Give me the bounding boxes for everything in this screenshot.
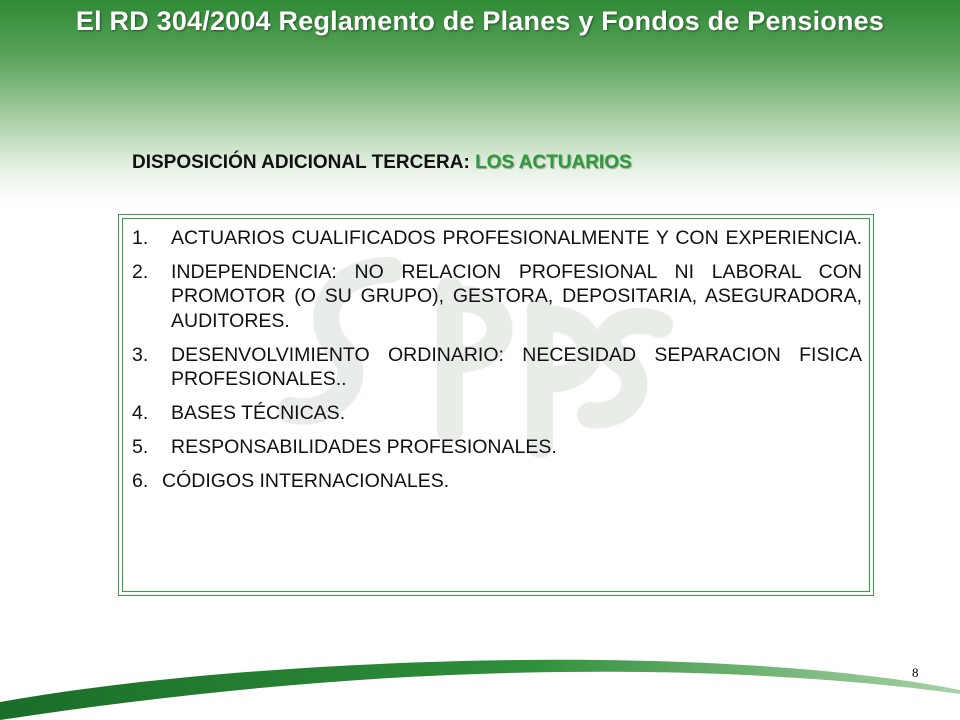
requirements-list <box>132 226 862 504</box>
list-item <box>132 469 862 493</box>
list-item <box>132 226 862 250</box>
item-number: 5. <box>132 436 149 459</box>
item-number: 6. <box>132 470 149 493</box>
section-heading-lead: DISPOSICIÓN ADICIONAL TERCERA: <box>132 152 476 173</box>
section-heading <box>132 152 632 174</box>
item-number: 4. <box>132 402 149 425</box>
item-number: 2. <box>132 261 149 284</box>
item-text: BASES TÉCNICAS. <box>171 402 346 425</box>
slide-title: El RD 304/2004 Reglamento de Planes y Fondos de Pensiones <box>75 6 885 36</box>
section-heading-accent: LOS ACTUARIOS <box>475 152 632 173</box>
item-number: 3. <box>132 343 149 366</box>
list-item <box>132 343 862 391</box>
page-number: 8 <box>912 665 919 680</box>
list-item <box>132 435 862 459</box>
list-item <box>132 401 862 425</box>
footer-swoosh <box>0 650 960 720</box>
item-text: INDEPENDENCIA: NO RELACION PROFESIONAL NI LABORAL CON PROMOTOR (O SU GRUPO), GESTORA, DEPOSITARIA, ASEGURADORA, AUDITORES. <box>171 261 862 332</box>
item-text: ACTUARIOS CUALIFICADOS PROFESIONALMENTE Y CON EXPERIENCIA. <box>171 227 862 249</box>
item-number: 1. <box>132 227 149 249</box>
item-text: DESENVOLVIMIENTO ORDINARIO: NECESIDAD SEPARACION FISICA PROFESIONALES.. <box>171 343 862 390</box>
item-text: CÓDIGOS INTERNACIONALES. <box>162 470 450 493</box>
item-text: RESPONSABILIDADES PROFESIONALES. <box>171 436 557 459</box>
list-item <box>132 260 862 333</box>
